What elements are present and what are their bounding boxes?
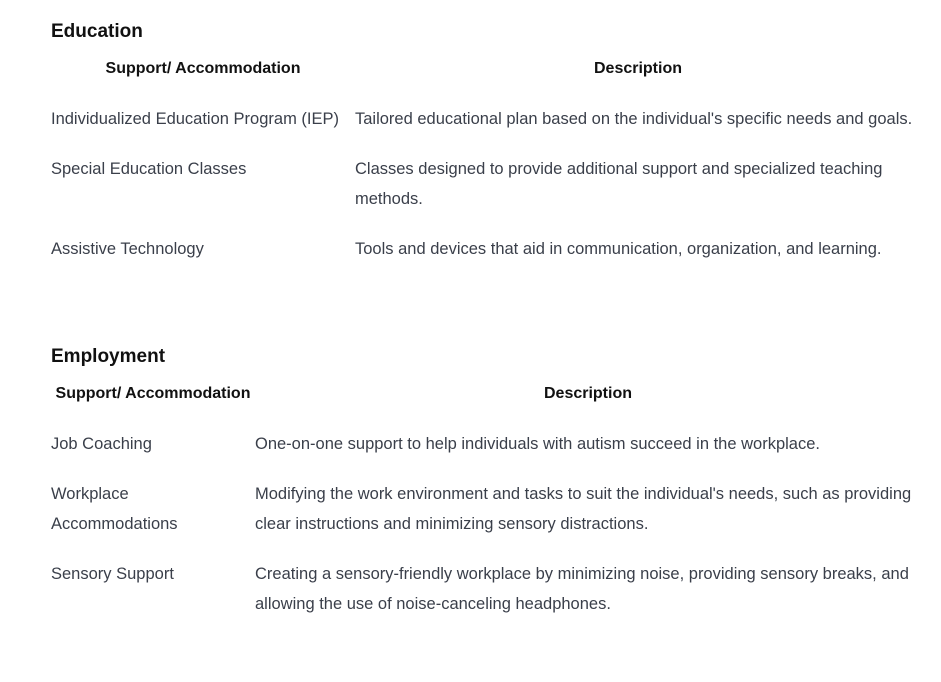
support-cell: Assistive Technology	[51, 240, 204, 258]
description-cell: Tools and devices that aid in communication, organization, and learning.	[355, 240, 882, 258]
education-section	[51, 20, 921, 284]
table-row	[51, 104, 921, 154]
table-row	[51, 479, 921, 559]
support-cell: Job Coaching	[51, 435, 152, 453]
description-cell: Classes designed to provide additional support and specialized teaching methods.	[355, 160, 883, 208]
support-cell: Special Education Classes	[51, 160, 247, 178]
table-row	[51, 559, 921, 639]
support-cell: Sensory Support	[51, 565, 174, 583]
employment-heading: Employment	[51, 346, 166, 367]
description-cell: One-on-one support to help individuals with autism succeed in the workplace.	[255, 435, 820, 453]
education-table	[51, 54, 921, 284]
column-header-support: Support/ Accommodation	[105, 60, 301, 77]
table-header-row	[51, 54, 921, 104]
column-header-description: Description	[593, 60, 682, 77]
table-header-row	[51, 379, 921, 429]
support-cell: Individualized Education Program (IEP)	[51, 110, 339, 128]
description-cell: Tailored educational plan based on the individual's specific needs and goals.	[355, 110, 913, 128]
employment-table	[51, 379, 921, 639]
employment-section	[51, 345, 921, 639]
description-cell: Modifying the work environment and tasks to suit the individual's needs, such as providing clear instructions and minimizing sensory distractions.	[255, 485, 912, 533]
table-row	[51, 234, 921, 284]
table-row	[51, 154, 921, 234]
education-heading: Education	[51, 21, 143, 42]
column-header-support: Support/ Accommodation	[55, 385, 251, 402]
description-cell: Creating a sensory-friendly workplace by minimizing noise, providing sensory breaks, and allowing the use of noise-canceling headphones.	[255, 565, 909, 613]
table-row	[51, 429, 921, 479]
support-cell: Workplace Accommodations	[51, 485, 178, 533]
column-header-description: Description	[543, 385, 632, 402]
